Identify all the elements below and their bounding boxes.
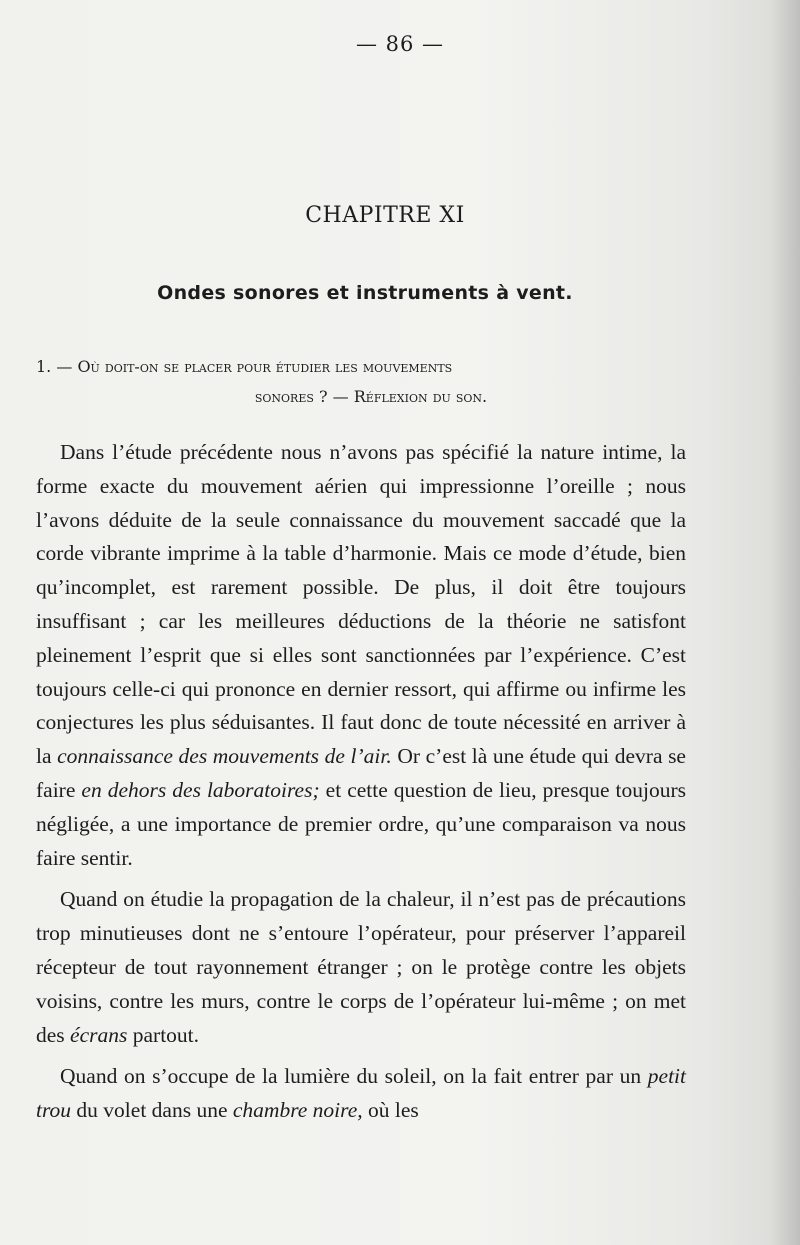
page-edge-shadow (770, 0, 800, 1245)
text-run: où les (362, 1098, 419, 1123)
italic-run: petit trou (36, 1064, 686, 1123)
body-text (36, 436, 686, 1136)
page-number: — 86 — (355, 32, 445, 56)
text-run: Or c’est là une étude qui devra se faire (36, 744, 686, 802)
italic-run: chambre noire, (232, 1098, 363, 1123)
paragraph-2 (36, 883, 686, 1052)
paragraph-3 (36, 1060, 686, 1128)
section-heading-line-2: sonores ? — Réflexion du son. (254, 387, 488, 406)
text-run: et cette question de lieu, presque toujours négligée, a une importance de premier ordre, qu’une comparaison va nous faire sentir. (36, 777, 686, 870)
italic-run: en dehors des laboratoires; (81, 777, 320, 802)
text-run: Quand on étudie la propagation de la chaleur, il n’est pas de précautions trop minutieuses dont ne s’entoure l’opérateur, pour préserver l’appareil récepteur de tout rayonnement étranger ; on le protège contre les objets voisins, contre les murs, contre le corps de l’opérateur lui-même ; on met des (36, 887, 686, 1047)
text-run: partout. (127, 1022, 200, 1047)
text-run: Dans l’étude précédente nous n’avons pas spécifié la nature intime, la forme exacte du mouvement aérien qui impressionne l’oreille ; nous l’avons déduite de la seule connaissance du mouvement saccadé que la corde vibrante imprime à la table d’harmonie. Mais ce mode d’étude, bien qu’incomplet, est rarement possible. De plus, il doit être toujours insuffisant ; car les meilleures déductions de la théorie ne satisfont pleinement l’esprit que si elles sont sanctionnées par l’expérience. C’est toujours celle-ci qui prononce en dernier ressort, qui affirme ou infirme les conjectures les plus séduisantes. Il faut donc de toute nécessité en arriver à la (36, 440, 686, 769)
italic-run: connaissance des mouvements de l’air. (57, 744, 392, 769)
section-heading (36, 352, 686, 412)
chapter-title: Ondes sonores et instruments à vent. (157, 282, 573, 304)
text-run: du volet dans une (71, 1098, 233, 1123)
text-run: Quand on s’occupe de la lumière du soleil, on la fait entrer par un (60, 1064, 648, 1089)
chapter-heading: CHAPITRE XI (305, 203, 465, 228)
paragraph-1 (36, 436, 686, 875)
section-heading-line-1: 1. — Où doit-on se placer pour étudier les mouvements (36, 357, 453, 376)
italic-run: écrans (70, 1022, 128, 1047)
